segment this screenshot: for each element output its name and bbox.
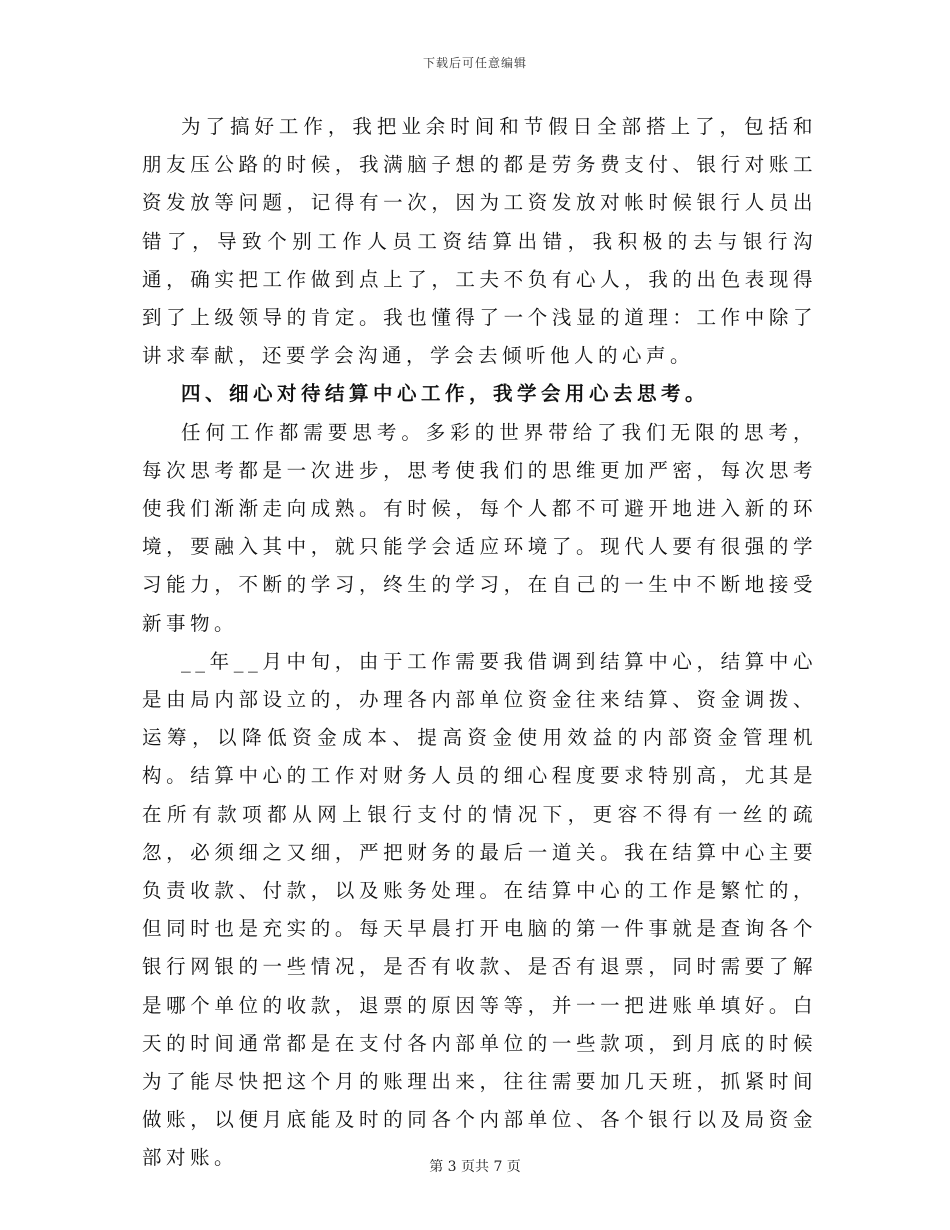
document-body: [142, 108, 817, 1178]
paragraph-thinking: 任何工作都需要思考。多彩的世界带给了我们无限的思考，每次思考都是一次进步，思考使我们的思维更加严密，每次思考使我们渐渐走向成熟。有时候，每个人都不可避开地进入新的环境，要融入其中，就只能学会适应环境了。现代人要有很强的学习能力，不断的学习，终生的学习，在自己的一生中不断地接受新事物。: [142, 420, 817, 635]
page-number-footer: 第 3 页共 7 页: [429, 1159, 521, 1175]
paragraph-work-dedication: 为了搞好工作，我把业余时间和节假日全部搭上了，包括和朋友压公路的时候，我满脑子想的都是劳务费支付、银行对账工资发放等问题，记得有一次，因为工资发放对帐时候银行人员出错了，导致个别工作人员工资结算出错，我积极的去与银行沟通，确实把工作做到点上了，工夫不负有心人，我的出色表现得到了上级领导的肯定。我也懂得了一个浅显的道理：工作中除了讲求奉献，还要学会沟通，学会去倾听他人的心声。: [142, 115, 817, 368]
page-header: 下载后可任意编辑: [422, 56, 527, 70]
section-heading-4: 四、细心对待结算中心工作，我学会用心去思考。: [181, 382, 710, 406]
paragraph-settlement-center: __年__月中旬，由于工作需要我借调到结算中心，结算中心是由局内部设立的，办理各内部单位资金往来结算、资金调拨、运筹，以降低资金成本、提高资金使用效益的内部资金管理机构。结算中心的工作对财务人员的细心程度要求特别高，尤其是在所有款项都从网上银行支付的情况下，更容不得有一丝的疏忽，必须细之又细，严把财务的最后一道关。我在结算中心主要负责收款、付款，以及账务处理。在结算中心的工作是繁忙的，但同时也是充实的。每天早晨打开电脑的第一件事就是查询各个银行网银的一些情况，是否有收款、是否有退票，同时需要了解是哪个单位的收款，退票的原因等等，并一一把进账单填好。白天的时间通常都是在支付各内部单位的一些款项，到月底的时候为了能尽快把这个月的账理出来，往往需要加几天班，抓紧时间做账，以便月底能及时的同各个内部单位、各个银行以及局资金部对账。: [142, 649, 817, 1170]
